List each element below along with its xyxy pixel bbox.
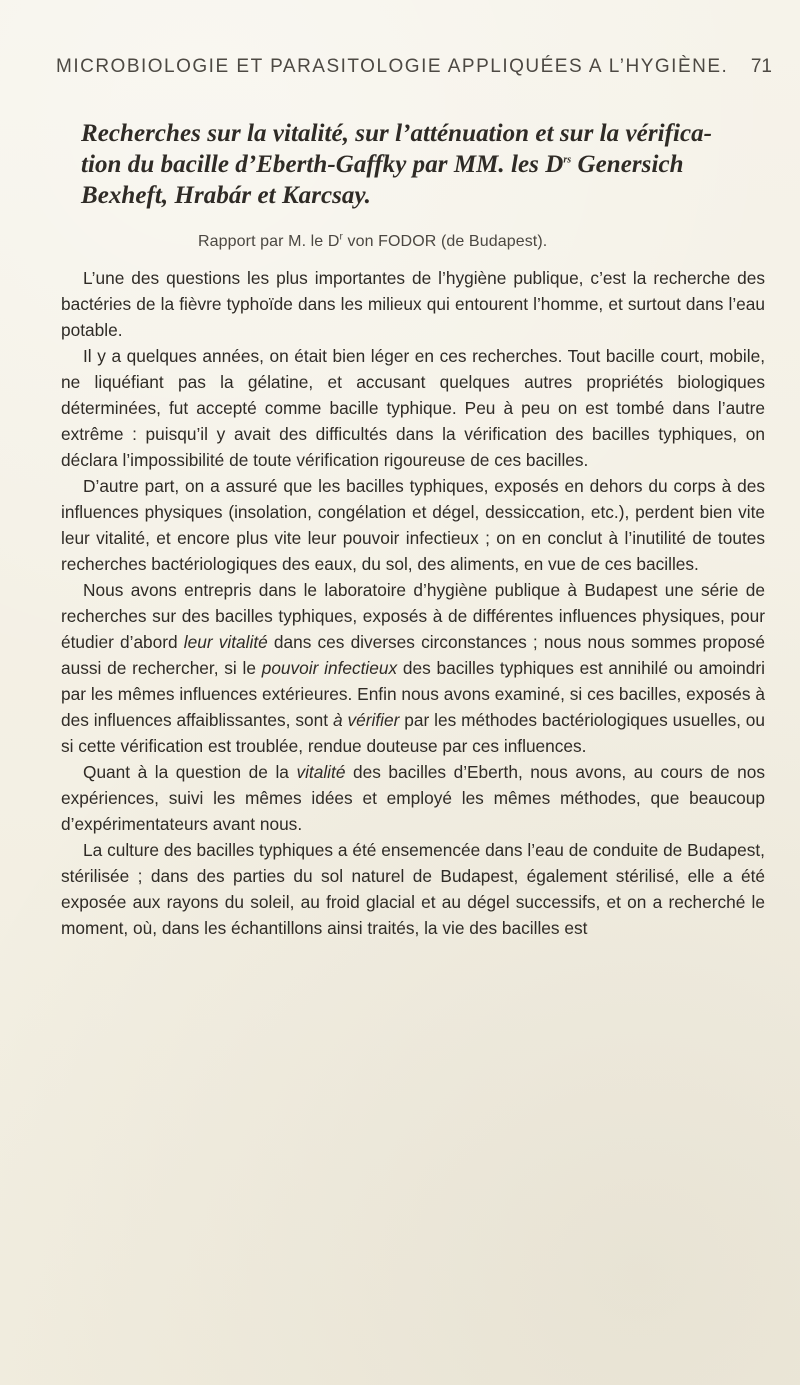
paragraph-4-part-3: des bacilles typhiques est annihilé ou amoindri par les mêmes influences extérieures. Enfin nous avons examiné, si ces bacilles, exposés à des influences affaiblissantes, sont [61,658,765,730]
paragraph-4-part-4: par les méthodes bactériologiques usuelles, ou si cette vérification est troublée, rendue douteuse par ces influences. [61,710,766,756]
report-byline [61,233,765,251]
page-number: 71 [750,56,772,77]
title-line-1: Recherches sur la vitalité, sur l’atténuation et sur la vérifica- [81,120,713,147]
title-line-3: Bexheft, Hrabár et Karcsay. [81,182,371,209]
paragraph-4 [61,577,765,759]
paragraph-2: Il y a quelques années, on était bien léger en ces recherches. Tout bacille court, mobile, ne liquéfiant pas la gélatine, et accusant quelques autres propriétés biologiques déterminées, fut accepté comme bacille typhique. Peu à peu on est tombé dans l’autre extrême : puisqu’il y avait des difficultés dans la vérification des bacilles typhiques, on déclara l’impossibilité de toute vérification rigoureuse de ces bacilles. [61,346,765,470]
paragraph-6: La culture des bacilles typhiques a été ensemencée dans l’eau de conduite de Budapest, stérilisée ; dans des parties du sol naturel de Budapest, également stérilisé, elle a été exposée aux rayons du soleil, au froid glacial et au dégel successifs, et on a recherché le moment, où, dans les échantillons ainsi traités, la vie des bacilles est [61,840,765,938]
running-header-text: MICROBIOLOGIE ET PARASITOLOGIE APPLIQUÉES A L’HYGIÈNE. [56,56,729,77]
title-line-2-text: tion du bacille d’Eberth-Gaffky par MM. les D [81,151,564,178]
paragraph-5-part-1: Quant à la question de la [83,762,297,782]
running-header [56,56,772,78]
paragraph-4-part-2: dans ces diverses circonstances ; nous nous sommes proposé aussi de rechercher, si le [61,632,765,678]
paragraph-4-italic-infectious-power: pouvoir infectieux [261,658,398,678]
paragraph-5-italic-vitality: vitalité [296,762,346,782]
paragraph-5-part-2: des bacilles d’Eberth, nous avons, au cours de nos expériences, suivi les mêmes idées et employé les mêmes méthodes, que beaucoup d’expérimentateurs avant nous. [61,762,765,834]
body-text [61,265,765,941]
paragraph-3: D’autre part, on a assuré que les bacilles typhiques, exposés en dehors du corps à des influences physiques (insolation, congélation et dégel, dessiccation, etc.), perdent bien vite leur vitalité, et encore plus vite leur pouvoir infectieux ; on en conclut à l’inutilité de toutes recherches bactériologiques des eaux, du sol, des aliments, en vue de ces bacilles. [61,476,765,574]
article-title [61,118,765,211]
report-byline-author: von FODOR (de Budapest). [342,233,548,250]
paragraph-4-part-1: Nous avons entrepris dans le laboratoire d’hygiène publique à Budapest une série de recherches sur des bacilles typhiques, exposés à de différentes influences physiques, pour étudier d’abord [61,580,765,652]
paragraph-4-italic-verify: à vérifier [332,710,400,730]
title-line-2 [61,149,765,180]
report-byline-prefix: Rapport par M. le D [198,233,340,250]
title-doctors-superscript: rs [563,154,572,166]
title-line-2-name: Genersich [571,151,684,178]
paragraph-5 [61,759,765,837]
paragraph-1: L’une des questions les plus importantes de l’hygiène publique, c’est la recherche des bactéries de la fièvre typhoïde dans les milieux qui entourent l’homme, et surtout dans l’eau potable. [61,268,765,340]
report-doctor-superscript: r [339,231,343,243]
paragraph-4-italic-vitality: leur vitalité [183,632,268,652]
article [61,118,765,941]
